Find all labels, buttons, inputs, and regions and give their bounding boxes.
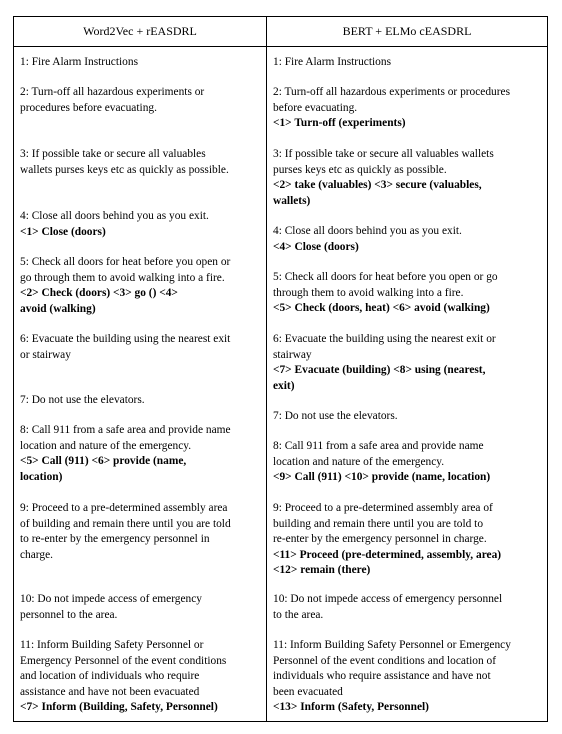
instruction-line: Emergency Personnel of the event conditions — [20, 654, 227, 667]
instruction-line: charge. — [20, 548, 53, 561]
right-cell-4 — [273, 224, 462, 255]
left-cell-4 — [20, 209, 209, 240]
left-cell-11 — [20, 638, 226, 716]
instruction-line: re-enter by the emergency personnel in charge. — [273, 533, 487, 546]
instruction-line: to the area. — [273, 608, 324, 621]
extracted-action: <5> Call (911) <6> provide (name, — [20, 455, 187, 468]
instruction-line: 2: Turn-off all hazardous experiments or procedures — [273, 86, 511, 98]
instruction-line: and location of individuals who require — [20, 670, 200, 683]
instruction-line: 10: Do not impede access of emergency — [20, 593, 202, 605]
instruction-line: 1: Fire Alarm Instructions — [273, 56, 392, 68]
right-cell-7 — [273, 409, 398, 425]
instruction-line: location and nature of the emergency. — [273, 455, 445, 468]
instruction-line: 7: Do not use the elevators. — [20, 394, 145, 406]
extracted-action: <13> Inform (Safety, Personnel) — [273, 701, 429, 714]
extracted-action: <4> Close (doors) — [273, 240, 359, 253]
instruction-line: assistance and have not been evacuated — [20, 685, 200, 698]
instruction-line: individuals who require assistance and have not — [273, 670, 491, 683]
left-cell-3 — [20, 147, 229, 178]
instruction-line: 3: If possible take or secure all valuables wallets — [273, 148, 494, 160]
extracted-action: <5> Check (doors, heat) <6> avoid (walking) — [273, 302, 490, 315]
instruction-line: through them to avoid walking into a fire. — [273, 286, 464, 299]
extracted-action: <1> Close (doors) — [20, 225, 106, 238]
instruction-line: of building and remain there until you are told — [20, 517, 231, 530]
instruction-line: wallets purses keys etc as quickly as possible. — [20, 163, 229, 176]
instruction-line: go through them to avoid walking into a fire. — [20, 271, 225, 284]
comparison-table — [13, 16, 548, 722]
instruction-line: stairway — [273, 348, 312, 361]
header-divider — [14, 46, 547, 47]
instruction-line: 6: Evacuate the building using the nearest exit — [20, 333, 231, 345]
instruction-line: building and remain there until you are told to — [273, 517, 484, 530]
extracted-action: avoid (walking) — [20, 302, 96, 315]
extracted-action: <1> Turn-off (experiments) — [273, 117, 406, 130]
instruction-line: 9: Proceed to a pre-determined assembly area — [20, 502, 228, 514]
instruction-line: before evacuating. — [273, 101, 358, 114]
extracted-action: <7> Inform (Building, Safety, Personnel) — [20, 701, 218, 714]
left-cell-2 — [20, 85, 204, 116]
extracted-action: exit) — [273, 379, 295, 392]
instruction-line: 6: Evacuate the building using the nearest exit or — [273, 333, 496, 345]
extracted-action: <7> Evacuate (building) <8> using (nearest, — [273, 364, 486, 377]
left-cell-5 — [20, 255, 230, 317]
extracted-action: location) — [20, 470, 63, 483]
extracted-action: wallets) — [273, 194, 311, 207]
instruction-line: personnel to the area. — [20, 608, 118, 621]
right-cell-5 — [273, 270, 498, 317]
left-cell-6 — [20, 332, 230, 363]
right-cell-10 — [273, 592, 502, 623]
header-right: BERT + ELMo cEASDRL — [342, 24, 472, 38]
column-divider — [266, 17, 267, 721]
instruction-line: 11: Inform Building Safety Personnel or — [20, 639, 204, 651]
instruction-line: purses keys etc as quickly as possible. — [273, 163, 447, 176]
instruction-line: 4: Close all doors behind you as you exit. — [20, 210, 209, 222]
instruction-line: 8: Call 911 from a safe area and provide name — [273, 440, 484, 452]
instruction-line: Personnel of the event conditions and location of — [273, 654, 497, 667]
right-cell-2 — [273, 85, 510, 132]
instruction-line: 5: Check all doors for heat before you open or — [20, 256, 231, 268]
left-cell-10 — [20, 592, 202, 623]
right-cell-1 — [273, 55, 391, 71]
instruction-line: 4: Close all doors behind you as you exit. — [273, 225, 462, 237]
left-cell-9 — [20, 501, 231, 563]
extracted-action: <2> Check (doors) <3> go () <4> — [20, 287, 178, 300]
instruction-line: 9: Proceed to a pre-determined assembly area of — [273, 502, 493, 514]
instruction-line: 2: Turn-off all hazardous experiments or — [20, 86, 205, 98]
extracted-action: <9> Call (911) <10> provide (name, location) — [273, 471, 491, 484]
extracted-action: <11> Proceed (pre-determined, assembly, area) — [273, 548, 502, 561]
right-cell-9 — [273, 501, 501, 579]
right-cell-8 — [273, 439, 490, 486]
instruction-line: 1: Fire Alarm Instructions — [20, 56, 139, 68]
instruction-line: been evacuated — [273, 685, 343, 698]
instruction-line: 7: Do not use the elevators. — [273, 410, 398, 422]
header-left: Word2Vec + rEASDRL — [83, 24, 197, 38]
instruction-line: 3: If possible take or secure all valuables — [20, 148, 206, 160]
extracted-action: <2> take (valuables) <3> secure (valuables, — [273, 179, 482, 192]
left-cell-8 — [20, 423, 231, 485]
right-cell-6 — [273, 332, 496, 394]
left-cell-7 — [20, 393, 145, 409]
extracted-action: <12> remain (there) — [273, 564, 371, 577]
left-cell-1 — [20, 55, 138, 71]
instruction-line: 10: Do not impede access of emergency personnel — [273, 593, 503, 605]
instruction-line: 11: Inform Building Safety Personnel or Emergency — [273, 639, 511, 651]
instruction-line: location and nature of the emergency. — [20, 439, 192, 452]
right-cell-11 — [273, 638, 511, 716]
right-cell-3 — [273, 147, 494, 209]
instruction-line: 8: Call 911 from a safe area and provide name — [20, 424, 231, 436]
instruction-line: 5: Check all doors for heat before you open or go — [273, 271, 498, 283]
instruction-line: procedures before evacuating. — [20, 101, 157, 114]
instruction-line: or stairway — [20, 348, 71, 361]
instruction-line: to re-enter by the emergency personnel in — [20, 533, 210, 546]
